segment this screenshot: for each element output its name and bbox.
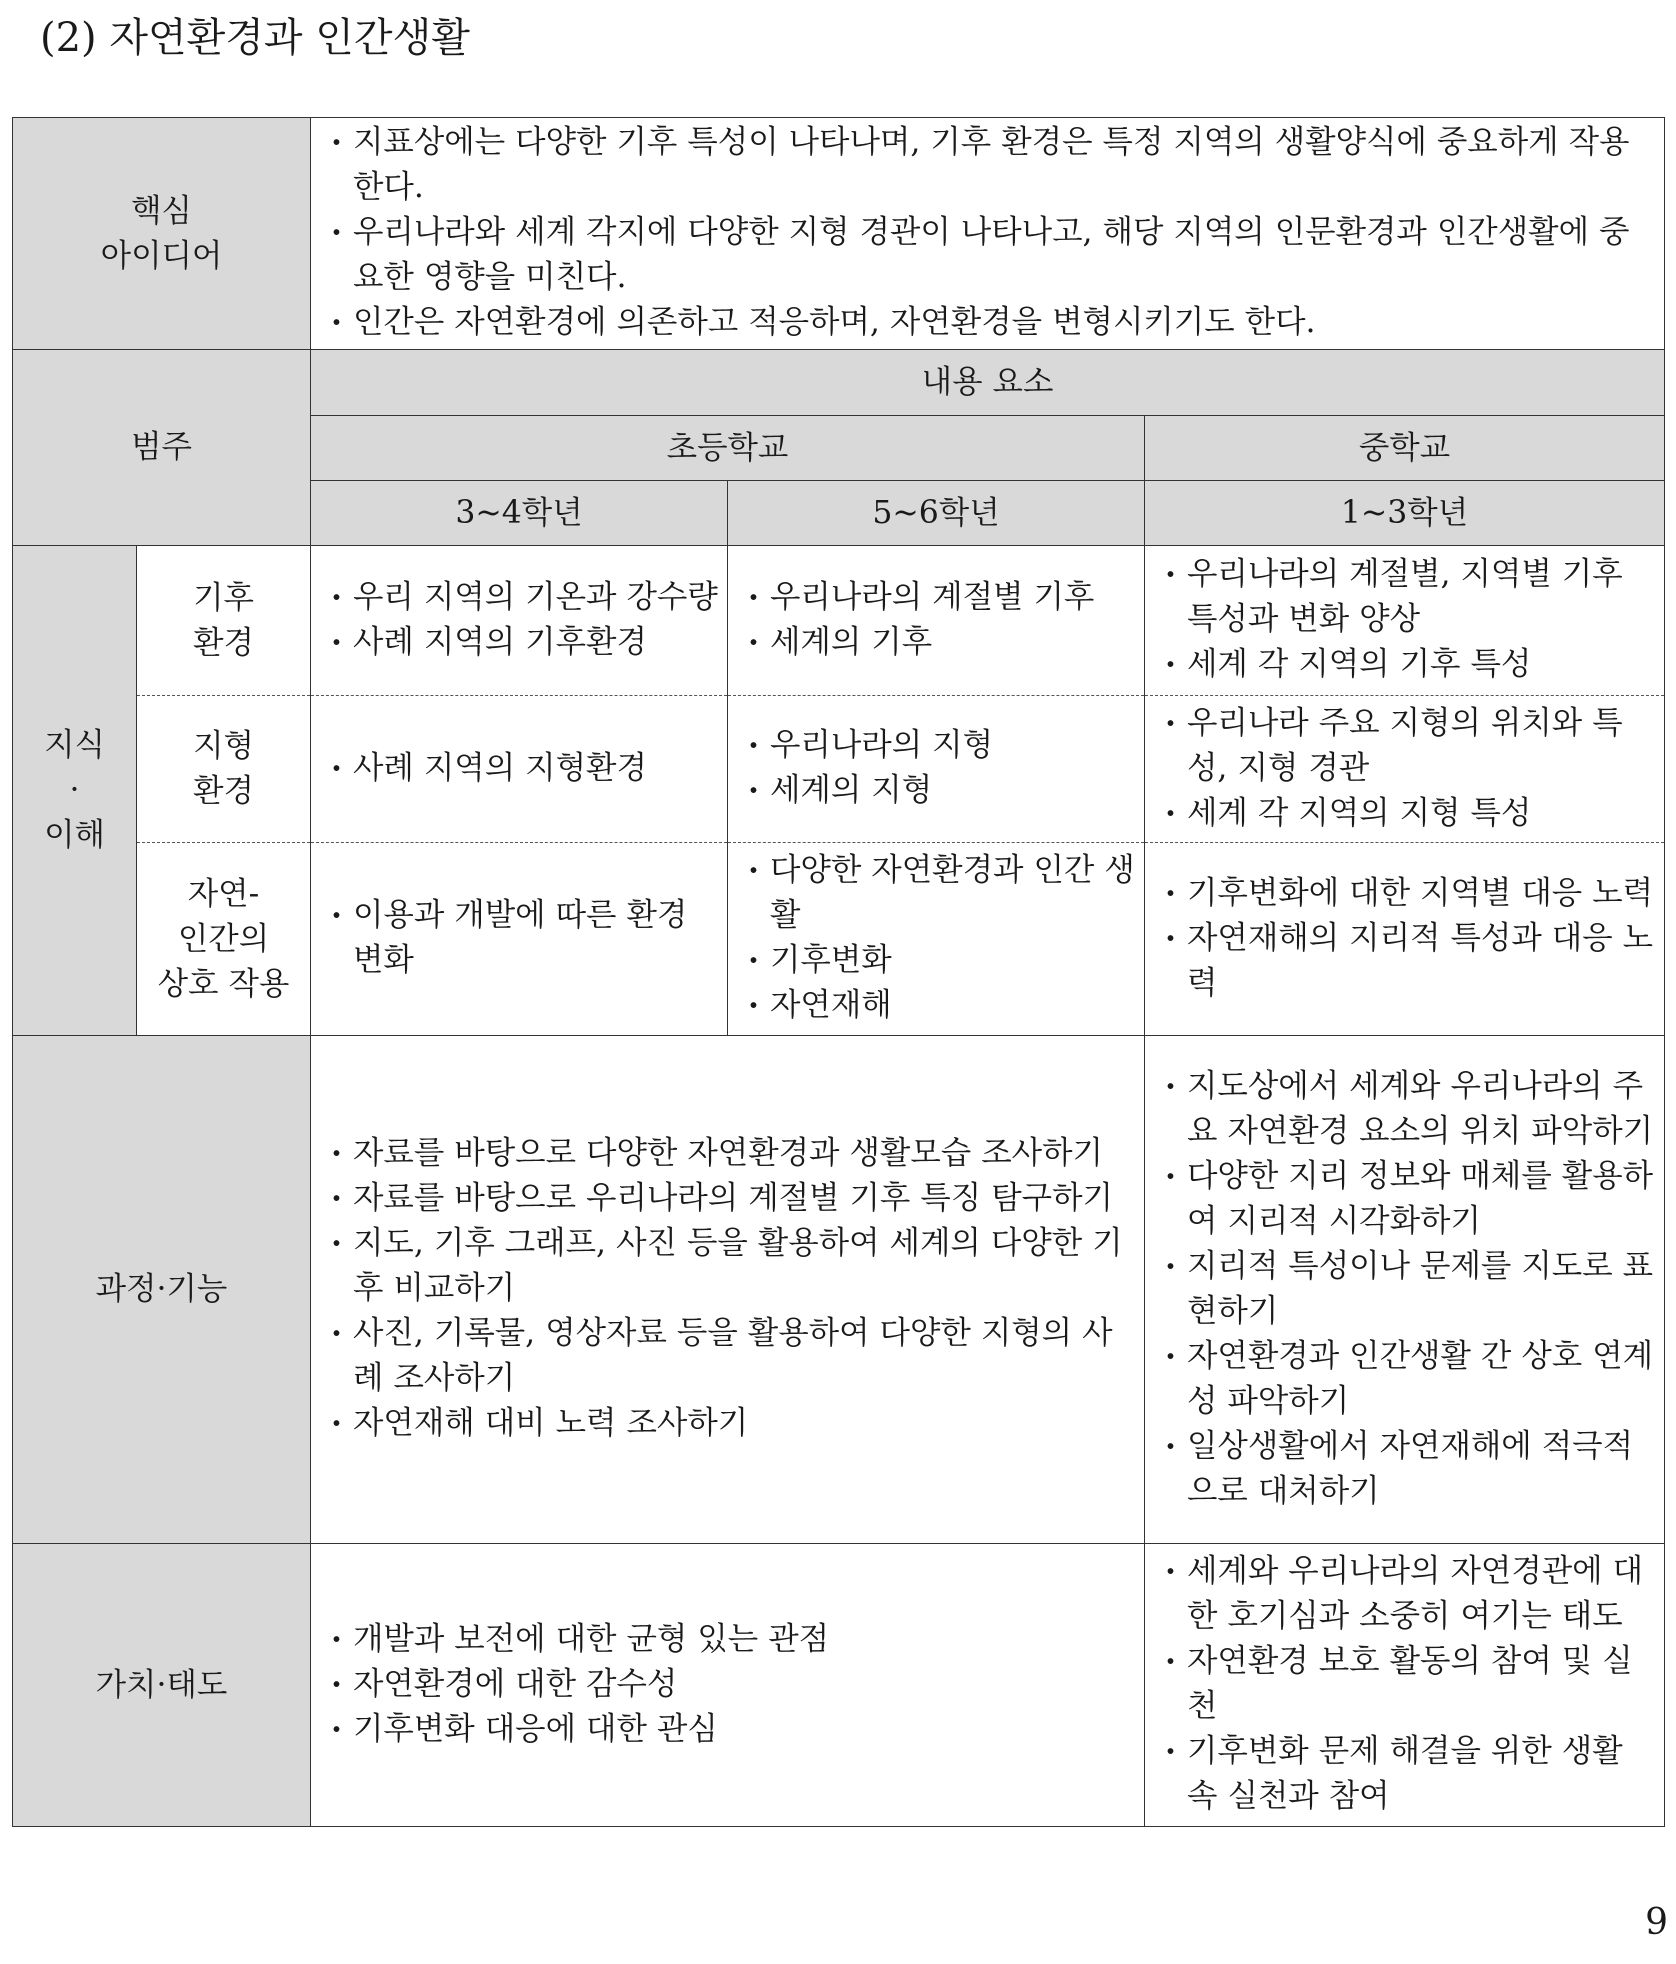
knowledge-label: 지식 · 이해	[13, 546, 137, 1036]
bullet-item: · 우리나라의 계절별, 지역별 기후 특성과 변화 양상	[1163, 552, 1656, 642]
bullet-item: · 우리나라의 계절별 기후	[746, 575, 1136, 620]
bullet-item: · 기후변화에 대한 지역별 대응 노력	[1163, 871, 1656, 916]
bullet-item: · 세계 각 지역의 지형 특성	[1163, 791, 1656, 836]
core-idea-content	[311, 118, 1665, 350]
curriculum-table	[12, 117, 1665, 1827]
bullet-item: · 지표상에는 다양한 기후 특성이 나타나며, 기후 환경은 특정 지역의 생활양식에 중요하게 작용한다.	[329, 120, 1656, 210]
bullet-item: · 사례 지역의 기후환경	[329, 620, 719, 665]
bullet-item: · 기후변화 문제 해결을 위한 생활 속 실천과 참여	[1163, 1729, 1656, 1819]
bullet-item: · 다양한 자연환경과 인간 생활	[746, 848, 1136, 938]
landform-middle	[1145, 696, 1665, 843]
bullet-item: · 우리나라의 지형	[746, 723, 1136, 768]
bullet-item: · 사례 지역의 지형환경	[329, 746, 719, 791]
landform-grade-3-4	[311, 696, 728, 843]
bullet-item: · 세계와 우리나라의 자연경관에 대한 호기심과 소중히 여기는 태도	[1163, 1549, 1656, 1639]
climate-sub-label: 기후 환경	[137, 546, 311, 696]
grade-3-4-header: 3~4학년	[311, 481, 728, 546]
grade-1-3-header: 1~3학년	[1145, 481, 1665, 546]
bullet-item: · 자료를 바탕으로 다양한 자연환경과 생활모습 조사하기	[329, 1131, 1136, 1176]
bullet-item: · 우리나라 주요 지형의 위치와 특성, 지형 경관	[1163, 701, 1656, 791]
bullet-item: · 자연재해 대비 노력 조사하기	[329, 1401, 1136, 1446]
bullet-item: · 개발과 보전에 대한 균형 있는 관점	[329, 1617, 1136, 1662]
bullet-item: · 자연재해의 지리적 특성과 대응 노력	[1163, 916, 1656, 1006]
values-label: 가치·태도	[13, 1544, 311, 1827]
interaction-grade-3-4	[311, 843, 728, 1036]
header-row-1	[13, 350, 1665, 416]
values-elementary	[311, 1544, 1145, 1827]
bullet-item: · 지도, 기후 그래프, 사진 등을 활용하여 세계의 다양한 기후 비교하기	[329, 1221, 1136, 1311]
values-middle	[1145, 1544, 1665, 1827]
content-elements-header: 내용 요소	[311, 350, 1665, 416]
page-number: 9	[1645, 1902, 1668, 1943]
bullet-item: · 세계의 기후	[746, 620, 1136, 665]
landform-row	[13, 696, 1665, 843]
landform-sub-label: 지형 환경	[137, 696, 311, 843]
climate-row	[13, 546, 1665, 696]
interaction-middle	[1145, 843, 1665, 1036]
bullet-item: · 지리적 특성이나 문제를 지도로 표현하기	[1163, 1244, 1656, 1334]
bullet-item: · 인간은 자연환경에 의존하고 적응하며, 자연환경을 변형시키기도 한다.	[329, 300, 1656, 345]
bullet-item: · 이용과 개발에 따른 환경 변화	[329, 893, 719, 983]
grade-5-6-header: 5~6학년	[728, 481, 1145, 546]
bullet-item: · 자료를 바탕으로 우리나라의 계절별 기후 특징 탐구하기	[329, 1176, 1136, 1221]
bullet-item: · 우리 지역의 기온과 강수량	[329, 575, 719, 620]
bullet-item: · 우리나라와 세계 각지에 다양한 지형 경관이 나타나고, 해당 지역의 인문환경과 인간생활에 중요한 영향을 미친다.	[329, 210, 1656, 300]
bullet-item: · 기후변화	[746, 938, 1136, 983]
core-idea-row	[13, 118, 1665, 350]
process-row	[13, 1036, 1665, 1544]
interaction-sub-label: 자연- 인간의 상호 작용	[137, 843, 311, 1036]
bullet-item: · 사진, 기록물, 영상자료 등을 활용하여 다양한 지형의 사례 조사하기	[329, 1311, 1136, 1401]
page-title: (2) 자연환경과 인간생활	[40, 15, 470, 61]
process-middle	[1145, 1036, 1665, 1544]
category-header: 범주	[13, 350, 311, 546]
bullet-item: · 다양한 지리 정보와 매체를 활용하여 지리적 시각화하기	[1163, 1154, 1656, 1244]
process-label: 과정·기능	[13, 1036, 311, 1544]
climate-grade-5-6	[728, 546, 1145, 696]
bullet-item: · 자연환경 보호 활동의 참여 및 실천	[1163, 1639, 1656, 1729]
process-elementary	[311, 1036, 1145, 1544]
bullet-item: · 세계 각 지역의 기후 특성	[1163, 642, 1656, 687]
values-row	[13, 1544, 1665, 1827]
bullet-item: · 세계의 지형	[746, 768, 1136, 813]
core-idea-label: 핵심 아이디어	[13, 118, 311, 350]
landform-grade-5-6	[728, 696, 1145, 843]
elementary-header: 초등학교	[311, 416, 1145, 481]
interaction-row	[13, 843, 1665, 1036]
middle-school-header: 중학교	[1145, 416, 1665, 481]
bullet-item: · 일상생활에서 자연재해에 적극적으로 대처하기	[1163, 1424, 1656, 1514]
bullet-item: · 자연재해	[746, 983, 1136, 1028]
bullet-item: · 자연환경과 인간생활 간 상호 연계성 파악하기	[1163, 1334, 1656, 1424]
bullet-item: · 자연환경에 대한 감수성	[329, 1662, 1136, 1707]
interaction-grade-5-6	[728, 843, 1145, 1036]
climate-grade-3-4	[311, 546, 728, 696]
bullet-item: · 지도상에서 세계와 우리나라의 주요 자연환경 요소의 위치 파악하기	[1163, 1064, 1656, 1154]
bullet-item: · 기후변화 대응에 대한 관심	[329, 1707, 1136, 1752]
climate-middle	[1145, 546, 1665, 696]
